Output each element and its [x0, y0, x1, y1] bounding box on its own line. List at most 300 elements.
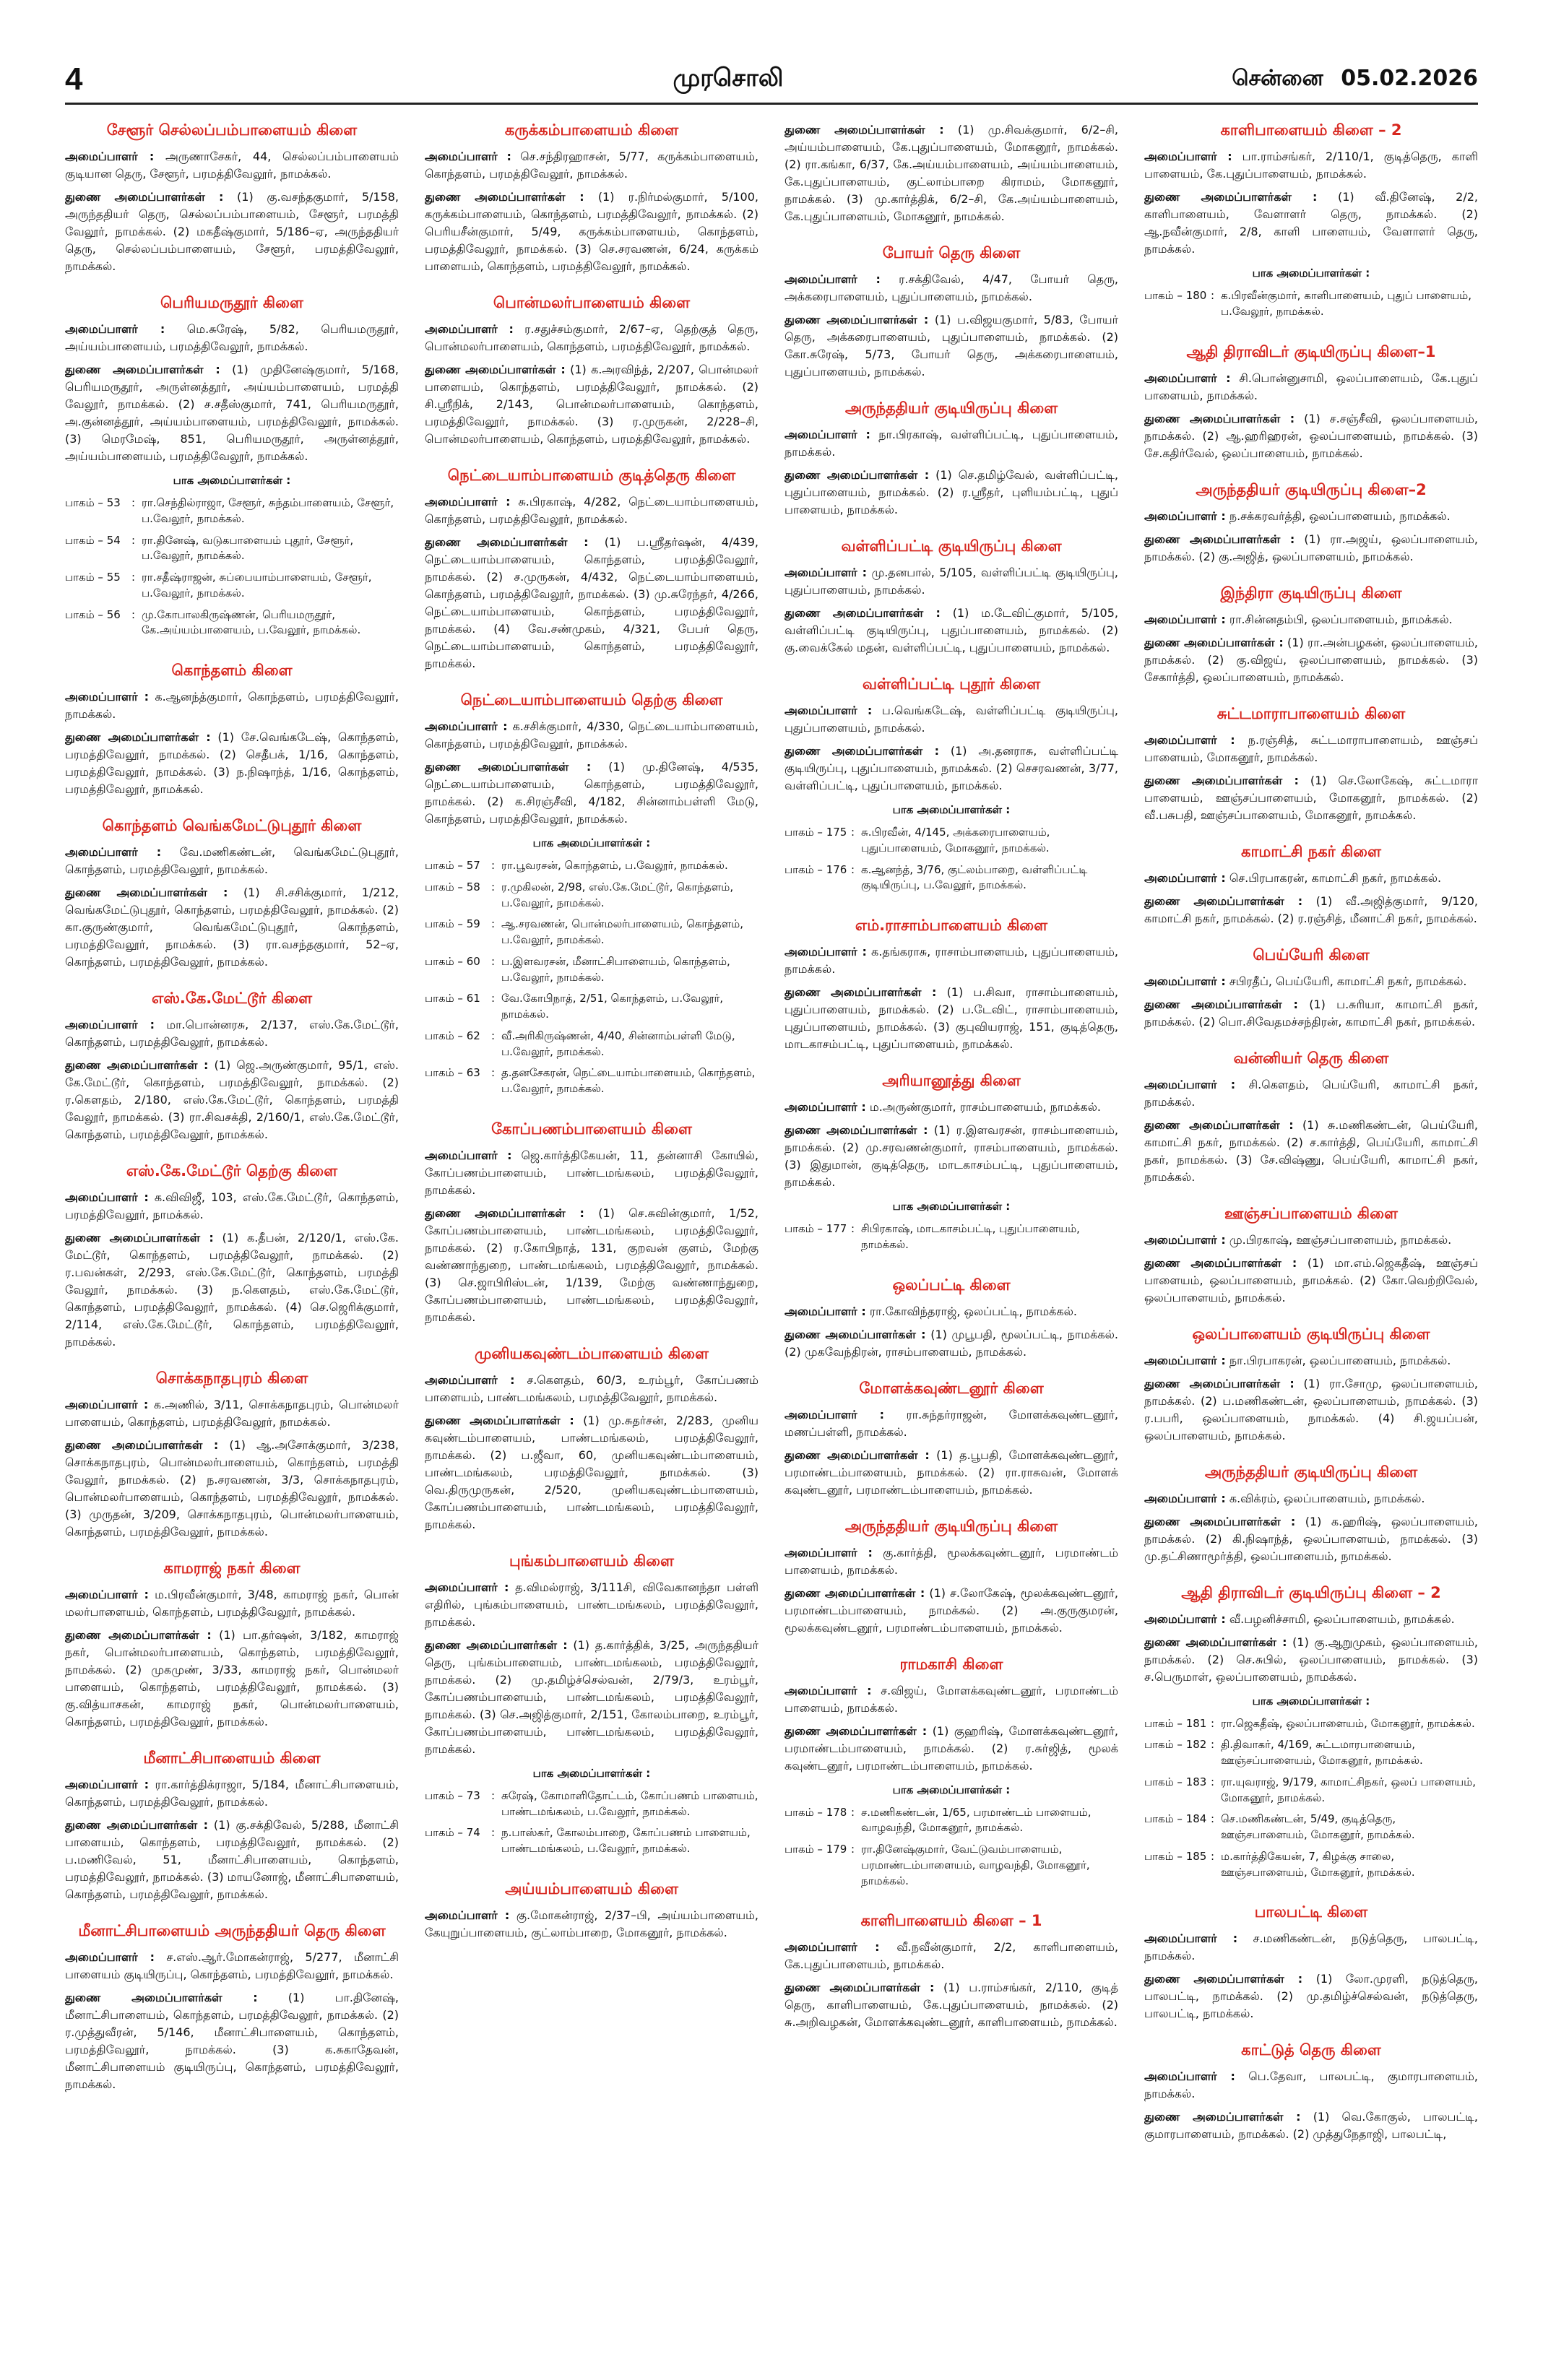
entry-text: ர.சக்திவேல், 4/47, போயர் தெரு, அக்கரைபாளையம், புதுப்பாளையம், நாமக்கல்.: [785, 272, 1118, 303]
entry-text: (1) மு.சுதர்சன், 2/283, முனிய கவுண்டம்பாளையம், பாண்டமங்கலம், பரமத்திவேலூர், நாமக்கல். (2) ப.ஜீவா, 60, முனியகவுண்டம்பாளையம், பாண்டமங்கலம், பரமத்திவேலூர், நாமக்கல். (3) வெ.திருமுருகன், 2/520, முனியகவுண்டம்பாளையம், கோப்பணம்பாளையம், பாண்டமங்கலம், பரமத்திவேலூர், நாமக்கல்.: [425, 1413, 758, 1531]
deputies-entry: [65, 1817, 399, 1903]
branch-section: [1144, 343, 1478, 462]
role-label: அமைப்பாளர் :: [1144, 1077, 1236, 1091]
branch-heading: ஒலப்பட்டி கிளை: [892, 1276, 1011, 1294]
branch-heading: எம்.ராசாம்பாளையம் கிளை: [855, 917, 1048, 934]
role-label: அமைப்பாளர் :: [65, 1190, 149, 1204]
role-label: அமைப்பாளர் :: [785, 1304, 866, 1318]
bagam-number: பாகம் – 60: [425, 954, 480, 968]
branch-heading: மீனாட்சிபாளையம் கிளை: [143, 1749, 321, 1767]
bagam-separator: :: [1211, 1849, 1215, 1863]
deputies-entry: [65, 189, 399, 275]
bagam-separator: :: [491, 917, 496, 931]
bagam-row: [65, 532, 399, 569]
role-label: அமைப்பாளர் :: [65, 1588, 149, 1601]
branch-heading: அய்யம்பாளையம் கிளை: [505, 1879, 678, 1897]
bagam-row: [785, 1220, 1118, 1258]
entry-text: வீ.பழனிச்சாமி, ஒலப்பாளையம், நாமக்கல்.: [1229, 1611, 1455, 1626]
bagam-separator: :: [491, 1788, 496, 1802]
secretary-entry: [65, 148, 399, 183]
branch-heading: எஸ்.கே.மேட்டூர் தெற்கு கிளை: [126, 1162, 338, 1180]
bagam-row: [425, 1027, 758, 1065]
role-label: துணை அமைப்பாளர்கள் :: [1144, 1255, 1297, 1270]
entry-text: வே.மணிகண்டன், வெங்கமேட்டுபுதூர், கொந்தளம், பரமத்திவேலூர், நாமக்கல்.: [65, 845, 399, 876]
deputies-entry: [785, 1447, 1118, 1499]
bagam-row: [1144, 1773, 1478, 1811]
bagam-number: பாகம் – 182: [1144, 1738, 1207, 1752]
bagam-row: [425, 1064, 758, 1102]
bagam-heading: பாக அமைப்பாளர்கள் :: [532, 1766, 651, 1780]
branch-heading: ஆதி திராவிடர் குடியிருப்பு கிளை–1: [1186, 342, 1436, 360]
role-label: துணை அமைப்பாளர்கள் :: [1144, 997, 1298, 1011]
secretary-entry: [425, 1579, 758, 1631]
deputies-entry: [65, 729, 399, 798]
secretary-entry: [65, 1949, 399, 1983]
deputies-entry: [1144, 1513, 1478, 1565]
entry-text: (1) ரா.அன்பழகன், ஒலப்பாளையம், நாமக்கல். (2) கு.விஜய், ஒலப்பாளையம், நாமக்கல். (3) சேகார்த்தி, ஒலப்பாளையம், நாமக்கல்.: [1144, 635, 1478, 684]
branch-heading: பாலபட்டி கிளை: [1254, 1903, 1368, 1921]
bagam-separator: :: [1211, 289, 1215, 302]
secretary-entry: [1144, 973, 1478, 990]
deputies-entry: [785, 1723, 1118, 1775]
bagam-number: பாகம் – 57: [425, 859, 480, 872]
bagam-number: பாகம் – 73: [425, 1788, 480, 1802]
bagam-text: ரா.செந்தில்ராஜா, சேளூர், சுந்தம்பாளையம், சேளூர், ப.வேலூர், நாமக்கல்.: [142, 496, 394, 525]
deputies-entry: [1144, 1375, 1478, 1445]
entry-text: (1) வீ.தினேஷ், 2/2, காளிபாளையம், வேளாளர் தெரு, நாமக்கல். (2) ஆ.நவீன்குமார், 2/8, காளி பாளையம், வேளாளர் தெரு, நாமக்கல்.: [1144, 190, 1478, 256]
secretary-entry: [1144, 1352, 1478, 1369]
role-label: துணை அமைப்பாளர்கள் :: [65, 1231, 214, 1245]
deputies-entry: [785, 1326, 1118, 1361]
branch-heading: கோப்பணம்பாளையம் கிளை: [491, 1120, 692, 1138]
bagam-separator: :: [131, 533, 136, 547]
entry-text: க.தங்கராசு, ராசாம்பாளையம், புதுப்பாளையம், நாமக்கல்.: [785, 945, 1118, 976]
branch-heading: காட்டுத் தெரு கிளை: [1241, 2041, 1381, 2059]
branch-heading: புங்கம்பாளையம் கிளை: [509, 1552, 675, 1570]
deputies-entry: [1144, 772, 1478, 824]
role-label: அமைப்பாளர் :: [425, 495, 511, 509]
branch-heading: சொக்கநாதபுரம் கிளை: [155, 1369, 308, 1387]
bagam-separator: :: [491, 992, 496, 1005]
bagam-separator: :: [491, 954, 496, 968]
bagam-text: தி.திவாகர், 4/169, சுட்டமாரபாளையம், ஊஞ்சப்பாளையம், மோகனூர், நாமக்கல்.: [1221, 1738, 1423, 1767]
role-label: துணை அமைப்பாளர்கள் :: [1144, 893, 1303, 908]
role-label: அமைப்பாளர் :: [65, 690, 149, 704]
branch-heading: ஊஞ்சப்பாளையம் கிளை: [1224, 1204, 1398, 1222]
deputies-entry: [785, 467, 1118, 519]
entry-text: ச.கௌதம், 60/3, உரம்பூர், கோப்பணம் பாளையம், பாண்டமங்கலம், பரமத்திவேலூர், நாமக்கல்.: [425, 1372, 758, 1404]
secretary-entry: [1144, 370, 1478, 404]
bagam-row: [65, 568, 399, 606]
branch-heading: காளிபாளையம் கிளை – 1: [860, 1912, 1042, 1930]
entry-text: ரா.கோவிந்தராஜ், ஒலப்பட்டி, நாமக்கல்.: [869, 1304, 1077, 1318]
bagam-table: [1144, 1715, 1478, 1885]
secretary-entry: [1144, 2068, 1478, 2103]
branch-heading: வள்ளிப்பட்டி புதூர் கிளை: [862, 675, 1041, 693]
bagam-number: பாகம் – 54: [65, 533, 121, 547]
branch-section: [785, 399, 1118, 519]
branch-heading: பொன்மலர்பாளையம் கிளை: [493, 294, 691, 311]
bagam-separator: :: [1211, 1716, 1215, 1730]
deputies-entry: [1144, 634, 1478, 686]
bagam-text: க.பிரவீன்குமார், காளிபாளையம், புதுப் பாளையம், ப.வேலூர், நாமக்கல்.: [1221, 289, 1471, 318]
branch-heading: காளிபாளையம் கிளை – 2: [1220, 121, 1402, 139]
entry-text: (1) ப.ஸ்ரீதர்ஷன், 4/439, நெட்டையாம்பாளையம், கொந்தளம், பரமத்திவேலூர், நாமக்கல். (2) ச.முருகன், 4/432, நெட்டையாம்பாளையம், கொந்தளம், பரமத்திவேலூர், நாமக்கல். (3) மு.சுரேந்தர், 4/266, நெட்டையாம்பாளையம், கொந்தளம், பரமத்திவேலூர், நாமக்கல். (4) வே.சண்முகம், 4/321, பேபர் தெரு, நெட்டையாம்பாளையம், கொந்தளம், பரமத்திவேலூர், நாமக்கல்.: [425, 535, 758, 670]
entry-text: (1) பா.தர்ஷன், 3/182, காமராஜ் நகர், பொன்மலர்பாளையம், கொந்தளம், பரமத்திவேலூர், நாமக்கல். (2) முகமுண், 3/33, காமராஜ் நகர், பொன்மலர் பாளையம், கொந்தளம், பரமத்திவேலூர், நாமக்கல். (3) கு.வித்யாசகன், காமராஜ் நகர், பொன்மலர்பாளையம், கொந்தளம், பரமத்திவேலூர், நாமக்கல்.: [65, 1628, 399, 1728]
secretary-entry: [65, 1016, 399, 1051]
secretary-entry: [1144, 1076, 1478, 1111]
bagam-separator: :: [131, 496, 136, 509]
role-label: துணை அமைப்பாளர்கள் :: [1144, 190, 1318, 204]
role-label: துணை அமைப்பாளர்கள் :: [65, 363, 220, 376]
secretary-entry: [65, 688, 399, 723]
deputies-entry: [425, 758, 758, 828]
entry-text: (1) ர.நிர்மல்குமார், 5/100, கருக்கம்பாளையம், கொந்தளம், பரமத்திவேலூர், நாமக்கல். (2) பெரியசீன்குமார், 5/49, கருக்கம்பாளையம், கொந்தளம், பரமத்திவேலூர், நாமக்கல். (3) செ.சரவணன், 6/24, கருக்கம் பாளையம், கொந்தளம், பரமத்திவேலூர், நாமக்கல்.: [425, 190, 758, 273]
branch-heading: அரியானூத்து கிளை: [882, 1072, 1021, 1089]
role-label: துணை அமைப்பாளர்கள் :: [785, 1723, 928, 1738]
branch-section: [425, 294, 758, 448]
branch-heading: சுட்டமாராபாளையம் கிளை: [1216, 704, 1406, 722]
branch-section: [1144, 481, 1478, 566]
branch-heading: நெட்டையாம்பாளையம் குடித்தெரு கிளை: [447, 467, 736, 484]
entry-text: (1) குஹரிஷ், மோளக்கவுண்டனூர், பரமாண்டம்பாளையம், நாமக்கல். (2) ர.சுர்ஜித், மூலக் கவுண்டனூர், பரமாண்டம்பாளையம், நாமக்கல்.: [785, 1723, 1118, 1773]
role-label: துணை அமைப்பாளர்கள் :: [425, 760, 592, 774]
entry-text: பெ.தேவா, பாலபட்டி, குமாரபாளையம், நாமக்கல்.: [1144, 2069, 1478, 2101]
branch-heading: கொந்தளம் வெங்கமேட்டுபுதூர் கிளை: [102, 817, 362, 834]
branch-section: [425, 1120, 758, 1326]
secretary-entry: [1144, 1930, 1478, 1965]
role-label: அமைப்பாளர் :: [425, 1372, 515, 1387]
branch-section: [65, 990, 399, 1143]
bagam-row: [785, 1840, 1118, 1893]
branch-section: [1144, 1903, 1478, 2022]
entry-text: மெ.சுரேஷ், 5/82, பெரியமருதூர், அய்யம்பாளையம், பரமத்திவேலூர், நாமக்கல்.: [65, 322, 399, 353]
branch-heading: கொந்தளம் கிளை: [171, 662, 293, 679]
entry-text: ச.விஜய், மோளக்கவுண்டனூர், பரமாண்டம் பாளையம், நாமக்கல்.: [785, 1683, 1118, 1715]
branch-heading: அருந்ததியர் குடியிருப்பு கிளை: [844, 1517, 1058, 1535]
bagam-row: [785, 1804, 1118, 1841]
entry-text: ரா.சின்னதம்பி, ஒலப்பாளையம், நாமக்கல்.: [1229, 612, 1453, 626]
deputies-entry: [1144, 2108, 1478, 2143]
branch-section: [65, 1749, 399, 1903]
bagam-number: பாகம் – 180: [1144, 289, 1207, 302]
bagam-number: பாகம் – 184: [1144, 1812, 1207, 1826]
entry-text: (1) ப.சிவா, ராசாம்பாளையம், புதுப்பாளையம், நாமக்கல். (2) ப.டேவிட், ராசாம்பாளையம், புதுப்பாளையம், நாமக்கல். (3) குபுவியராஜ், 151, குடித்தெரு, மாடகாசம்பட்டி, புதுப்பாளையம், நாமக்கல்.: [785, 985, 1118, 1051]
deputies-entry: [425, 1205, 758, 1326]
branch-section: [1144, 584, 1478, 686]
entry-text: மு.பிரகாஷ், ஊஞ்சப்பாளையம், நாமக்கல்.: [1229, 1232, 1452, 1247]
role-label: அமைப்பாளர் :: [1144, 1931, 1238, 1946]
deputies-entry: [1144, 189, 1478, 258]
secretary-entry: [1144, 148, 1478, 183]
entry-text: க.விவிஜீ, 103, எஸ்.கே.மேட்டூர், கொந்தளம், பரமத்திவேலூர், நாமக்கல்.: [65, 1190, 399, 1221]
role-label: துணை அமைப்பாளர்கள் :: [1144, 532, 1295, 546]
entry-text: (1) கு.வசந்தகுமார், 5/158, அருந்ததியர் தெரு, செல்லப்பம்பாளையம், சேளூர், பரமத்தி வேலூர், நாமக்கல். (2) மகதீஷ்குமார், 5/186–ஏ, அருந்ததியர் தெரு, செல்லப்பம்பாளையம், சேளூர், பரமத்திவேலூர், நாமக்கல்.: [65, 190, 399, 273]
secretary-entry: [65, 1396, 399, 1431]
entry-text: (1) செ.லோகேஷ், சுட்டமாரா பாளையம், ஊஞ்சப்பாளையம், மோகனூர், நாமக்கல். (2) வீ.பசுபதி, ஊஞ்சப்பாளையம், மோகனூர், நாமக்கல்.: [1144, 773, 1478, 822]
secretary-entry: [1144, 870, 1478, 887]
secretary-entry: [1144, 1611, 1478, 1628]
bagam-table: [1144, 287, 1478, 324]
role-label: அமைப்பாளர் :: [1144, 1353, 1226, 1367]
role-label: அமைப்பாளர் :: [1144, 1491, 1226, 1505]
branch-section: [1144, 946, 1478, 1031]
entry-text: (1) பா.தினேஷ், மீனாட்சிபாளையம், கொந்தளம், பரமத்திவேலூர், நாமக்கல். (2) ர.முத்துவீரன், 5/146, மீனாட்சிபாளையம், கொந்தளம், பரமத்திவேலூர், நாமக்கல். (3) க.சுகாதேவன், மீனாட்சிபாளையம் குடியிருப்பு, கொந்தளம், பரமத்திவேலூர், நாமக்கல்.: [65, 1991, 399, 2091]
bagam-separator: :: [491, 880, 496, 893]
role-label: அமைப்பாளர் :: [425, 719, 508, 733]
deputies-entry: [1144, 1634, 1478, 1686]
secretary-entry: [785, 1682, 1118, 1717]
bagam-separator: :: [851, 862, 855, 876]
bagam-separator: :: [1211, 1738, 1215, 1752]
bagam-row: [65, 606, 399, 644]
role-label: துணை அமைப்பாளர்கள் :: [785, 985, 937, 999]
bagam-separator: :: [131, 607, 136, 621]
role-label: துணை அமைப்பாளர்கள் :: [1144, 773, 1299, 787]
branch-section: [1144, 1584, 1478, 1885]
entry-text: (1) செ.சுவின்குமார், 1/52, கோப்பணம்பாளையம், பாண்டமங்கலம், பரமத்திவேலூர், நாமக்கல். (2) ர.கோபிநாத், 131, குறவன் குளம், மேற்கு வண்ணாந்துறை, பாண்டமங்கலம், பரமத்திவேலூர், நாமக்கல். (3) செ.ஜாபிரிஸ்டன், 1/139, மேற்கு வண்ணாந்துறை, கோப்பணம்பாளையம், பாண்டமங்கலம், பரமத்திவேலூர், நாமக்கல்.: [425, 1206, 758, 1324]
secretary-entry: [785, 426, 1118, 461]
branch-section: [785, 537, 1118, 657]
role-label: அமைப்பாளர் :: [65, 150, 155, 163]
bagam-text: ரா.பூவரசன், கொந்தளம், ப.வேலூர், நாமக்கல்.: [501, 859, 728, 872]
role-label: துணை அமைப்பாளர்கள் :: [425, 1206, 584, 1220]
role-label: துணை அமைப்பாளர்கள் :: [1144, 1376, 1295, 1390]
branch-section: [65, 1162, 399, 1351]
branch-section: [1144, 1050, 1478, 1186]
role-label: அமைப்பாளர் :: [785, 566, 868, 579]
branch-heading: ராமகாசி கிளை: [899, 1655, 1003, 1673]
deputies-entry: [785, 984, 1118, 1053]
bagam-row: [1144, 1715, 1478, 1736]
entry-text: அருணாசேகர், 44, செல்லப்பம்பாளையம் குடியான தெரு, சேளூர், பரமத்திவேலூர், நாமக்கல்.: [65, 150, 399, 181]
role-label: துணை அமைப்பாளர்கள் :: [1144, 1635, 1287, 1649]
secretary-entry: [1144, 732, 1478, 766]
deputies-entry: [1144, 893, 1478, 927]
branch-section: [785, 1380, 1118, 1499]
branch-heading: காமராஜ் நகர் கிளை: [163, 1559, 301, 1577]
role-label: அமைப்பாளர் :: [785, 428, 870, 441]
role-label: துணை அமைப்பாளர்கள் :: [425, 535, 589, 549]
bagam-number: பாகம் – 185: [1144, 1849, 1207, 1863]
bagam-number: பாகம் – 56: [65, 607, 121, 621]
bagam-heading: பாக அமைப்பாளர்கள் :: [532, 836, 651, 849]
column-2: [425, 121, 758, 2360]
bagam-text: ப.இளவரசன், மீனாட்சிபாளையம், கொந்தளம், ப.வேலூர், நாமக்கல்.: [501, 954, 730, 984]
bagam-row: [425, 1824, 758, 1861]
secretary-entry: [425, 1372, 758, 1406]
secretary-entry: [785, 1939, 1118, 1973]
role-label: துணை அமைப்பாளர்கள் :: [785, 1327, 926, 1341]
deputies-entry: [785, 605, 1118, 657]
deputies-entry: [785, 311, 1118, 381]
role-label: துணை அமைப்பாளர்கள் :: [1144, 1117, 1294, 1132]
branch-section: [785, 244, 1118, 381]
role-label: அமைப்பாளர் :: [65, 1398, 149, 1411]
secretary-entry: [425, 1147, 758, 1199]
branch-heading: பெரியமருதூர் கிளை: [160, 294, 303, 311]
deputies-entry: [1144, 1970, 1478, 2022]
secretary-entry: [785, 1544, 1118, 1579]
entry-text: சி.கௌதம், பெய்யேரி, காமாட்சி நகர், நாமக்கல்.: [1144, 1077, 1478, 1109]
role-label: துணை அமைப்பாளர்கள் :: [65, 1438, 219, 1452]
branch-section: [425, 467, 758, 672]
branch-heading: காமாட்சி நகர் கிளை: [1241, 842, 1381, 860]
branch-heading: ஒலப்பாளையம் குடியிருப்பு கிளை: [1192, 1325, 1430, 1343]
entry-text: (1) ச.சஞ்சீவி, ஒலப்பாளையம், நாமக்கல். (2) ஆ.ஹரிஹரன், ஒலப்பாளையம், நாமக்கல். (3) சே.கதிர்வேல், ஒலப்பாளையம், நாமக்கல்.: [1144, 411, 1478, 460]
entry-text: ர.சதுச்சம்குமார், 2/67–ஏ, தெற்குத் தெரு, பொன்மலர்பாளையம், கொந்தளம், பரமத்திவேலூர், நாமக்கல்.: [425, 322, 758, 353]
deputies-entry: [65, 1437, 399, 1541]
role-label: துணை அமைப்பாளர்கள் :: [425, 190, 584, 204]
entry-text: மு.தனபால், 5/105, வள்ளிப்பட்டி குடியிருப்பு, புதுப்பாளையம், நாமக்கல்.: [785, 566, 1118, 597]
secretary-entry: [785, 564, 1118, 599]
branch-heading: அருந்ததியர் குடியிருப்பு கிளை: [844, 399, 1058, 417]
deputies-entry: [785, 1585, 1118, 1637]
role-label: அமைப்பாளர் :: [425, 1148, 512, 1162]
bagam-text: ம.கார்த்திகேயன், 7, கிழக்கு சாலை, ஊஞ்சபாளையம், மோகனூர், நாமக்கல்.: [1221, 1849, 1415, 1879]
branch-section: [425, 1345, 758, 1533]
bagam-table: [785, 1220, 1118, 1258]
role-label: அமைப்பாளர் :: [785, 1940, 880, 1955]
role-label: அமைப்பாளர் :: [65, 845, 162, 859]
entry-text: (1) மு.சிவக்குமார், 6/2–சி, அய்யம்பாளையம், கே.புதுப்பாளையம், மோகனூர், நாமக்கல். (2) ரா.கங்கா, 6/37, கே.அய்யம்பாளையம், அய்யம்பாளையம், கே.புதுப்பாளையம், குட்லாம்பாறை கிராமம், மோகனூர், நாமக்கல். (3) மு.கார்த்திக், 6/2–சி, கே.அய்யம்பாளையம், கே.புதுப்பாளையம், மோகனூர், நாமக்கல்.: [785, 123, 1118, 223]
secretary-entry: [425, 493, 758, 528]
branch-section: [1144, 843, 1478, 927]
entry-text: ம.பிரவீன்குமார், 3/48, காமராஜ் நகர், பொன் மலர்பாளையம், கொந்தளம், பரமத்திவேலூர், நாமக்கல்.: [65, 1588, 399, 1619]
entry-text: ஜெ.கார்த்திகேயன், 11, தன்னாசி கோயில், கோப்பணம்பாளையம், பாண்டமங்கலம், பரமத்திவேலூர், நாமக்கல்.: [425, 1148, 758, 1197]
entry-text: (1) ரா.அஜய், ஒலப்பாளையம், நாமக்கல். (2) கு.அஜித், ஒலப்பாளையம், நாமக்கல்.: [1144, 532, 1478, 563]
branch-heading: பெய்யேரி கிளை: [1253, 945, 1370, 964]
branch-heading: சேளூர் செல்லப்பம்பாளையம் கிளை: [106, 121, 358, 139]
entry-text: ப.வெங்கடேஷ், வள்ளிப்பட்டி குடியிருப்பு, புதுப்பாளையம், நாமக்கல்.: [785, 704, 1118, 735]
branch-section: [65, 294, 399, 643]
column-3: [785, 121, 1118, 2360]
bagam-text: சிபிரகாஷ், மாடகாசம்பட்டி, புதுப்பாளையம், நாமக்கல்.: [861, 1222, 1080, 1251]
role-label: துணை அமைப்பாளர்கள் :: [65, 190, 224, 204]
role-label: துணை அமைப்பாளர்கள் :: [785, 1448, 930, 1462]
branch-section: [425, 121, 758, 275]
masthead: [65, 56, 1478, 105]
date: 05.02.2026: [1341, 65, 1478, 91]
bagam-number: பாகம் – 176: [785, 862, 847, 876]
bagam-heading: பாக அமைப்பாளர்கள் :: [173, 474, 291, 487]
secretary-entry: [785, 1406, 1118, 1441]
role-label: துணை அமைப்பாளர்கள் :: [1144, 635, 1284, 649]
entry-text: செ.சந்திரஹாசன், 5/77, கருக்கம்பாளையம், கொந்தளம், பரமத்திவேலூர், நாமக்கல்.: [425, 150, 758, 181]
bagam-heading: பாக அமைப்பாளர்கள் :: [892, 1200, 1011, 1213]
entry-text: ரா.சுந்தர்ராஜன், மோளக்கவுண்டனூர், மணப்பள்ளி, நாமக்கல்.: [785, 1407, 1118, 1439]
secretary-entry: [1144, 1490, 1478, 1507]
entry-text: க.சசிக்குமார், 4/330, நெட்டையாம்பாளையம், கொந்தளம், பரமத்திவேலூர், நாமக்கல்.: [425, 719, 758, 750]
secretary-entry: [1144, 611, 1478, 628]
secretary-entry: [1144, 1232, 1478, 1249]
entry-text: (1) வீ.அஜித்குமார், 9/120, காமாட்சி நகர், நாமக்கல். (2) ர.ரஞ்சித், மீனாட்சி நகர், நாமக்கல்.: [1144, 893, 1478, 925]
role-label: துணை அமைப்பாளர்கள் :: [65, 1628, 212, 1642]
deputies-entry: [785, 1979, 1118, 2031]
role-label: அமைப்பாளர் :: [65, 1950, 155, 1964]
secretary-entry: [65, 321, 399, 355]
bagam-text: ச.மணிகண்டன், 1/65, பரமாண்டம் பாளையம், வாழவந்தி, மோகனூர், நாமக்கல்.: [861, 1805, 1092, 1835]
secretary-entry: [65, 1776, 399, 1811]
secretary-entry: [785, 271, 1118, 306]
bagam-text: ரா.ஜெகதீஷ், ஒலப்பாளையம், மோகனூர், நாமக்கல்.: [1221, 1716, 1475, 1730]
deputies-entry: [1144, 1117, 1478, 1186]
bagam-text: ஆ.சரவணன், பொன்மலர்பாளையம், கொந்தளம், ப.வேலூர், நாமக்கல்.: [501, 917, 743, 946]
bagam-separator: :: [131, 571, 136, 584]
entry-text: செ.பிரபாகரன், காமாட்சி நகர், நாமக்கல்.: [1229, 870, 1442, 885]
secretary-entry: [785, 702, 1118, 737]
role-label: அமைப்பாளர் :: [1144, 1232, 1226, 1247]
entry-text: மா.பொன்னரசு, 2/137, எஸ்.கே.மேட்டூர், கொந்தளம், பரமத்திவேலூர், நாமக்கல்.: [65, 1018, 399, 1049]
entry-text: (1) ஜெ.அருண்குமார், 95/1, எஸ். கே.மேட்டூர், கொந்தளம், பரமத்திவேலூர், நாமக்கல். (2) ர.கௌதம், 2/180, எஸ்.கே.மேட்டூர், கொந்தளம், பரமத்தி வேலூர், நாமக்கல். (3) ரா.சிவசக்தி, 2/160/1, எஸ்.கே.மேட்டூர், கொந்தளம், பரமத்திவேலூர், நாமக்கல்.: [65, 1058, 399, 1141]
branch-section: [65, 1559, 399, 1731]
secretary-entry: [785, 1099, 1118, 1116]
role-label: துணை அமைப்பாளர்கள் :: [1144, 1972, 1303, 1986]
role-label: அமைப்பாளர் :: [425, 150, 511, 163]
secretary-entry: [425, 148, 758, 183]
bagam-row: [425, 953, 758, 990]
bagam-number: பாகம் – 62: [425, 1029, 480, 1042]
bagam-number: பாகம் – 175: [785, 826, 847, 839]
bagam-heading: பாக அமைப்பாளர்கள் :: [892, 1783, 1011, 1796]
entry-text: க.ஆனந்த்குமார், கொந்தளம், பரமத்திவேலூர், நாமக்கல்.: [65, 690, 399, 721]
deputies-entry: [785, 1122, 1118, 1191]
branch-heading: அருந்ததியர் குடியிருப்பு கிளை–2: [1196, 480, 1427, 498]
role-label: அமைப்பாளர் :: [425, 1580, 509, 1594]
role-label: அமைப்பாளர் :: [65, 1018, 155, 1031]
entry-text: (1) முபூபதி, மூலப்பட்டி, நாமக்கல். (2) முகவேந்திரன், ராசம்பாளையம், நாமக்கல்.: [785, 1327, 1118, 1359]
branch-section: [785, 1276, 1118, 1361]
branch-section: [1144, 1325, 1478, 1445]
bagam-row: [785, 861, 1118, 899]
role-label: அமைப்பாளர் :: [1144, 732, 1235, 747]
role-label: அமைப்பாளர் :: [785, 272, 881, 286]
bagam-text: த.தனசேகரன், நெட்டையாம்பாளையம், கொந்தளம், ப.வேலூர், நாமக்கல்.: [501, 1066, 756, 1095]
branch-section: [785, 675, 1118, 898]
secretary-entry: [425, 718, 758, 753]
bagam-separator: :: [491, 859, 496, 872]
bagam-number: பாகம் – 183: [1144, 1775, 1207, 1788]
entry-text: (1) முதினேஷ்குமார், 5/168, பெரியமருதூர், அருள்னத்தூர், அய்யம்பாளையம், பரமத்தி வேலூர், நாமக்கல். (2) ச.சதீஸ்குமார், 741, பெரியமருதூர், அ.குன்னத்தூர், அய்யம்பாளையம், பரமத்திவேலூர், நாமக்கல். (3) மெரமேஷ், 851, பெரியமருதூர், அருள்னத்தூர், அய்யம்பாளையம், பரமத்திவேலூர், நாமக்கல்.: [65, 363, 399, 463]
bagam-number: பாகம் – 178: [785, 1805, 847, 1819]
branch-section: [785, 1518, 1118, 1637]
bagam-row: [425, 990, 758, 1027]
role-label: துணை அமைப்பாளர்கள் :: [785, 313, 929, 326]
branch-heading: மீனாட்சிபாளையம் அருந்ததியர் தெரு கிளை: [78, 1922, 386, 1939]
branch-section: [785, 1072, 1118, 1258]
branch-section: [65, 662, 399, 798]
bagam-row: [1144, 287, 1478, 324]
entry-text: க.அணில், 3/11, சொக்கநாதபுரம், பொன்மலர் பாளையம், கொந்தளம், பரமத்திவேலூர், நாமக்கல்.: [65, 1398, 399, 1429]
bagam-table: [785, 823, 1118, 898]
bagam-text: க.ஆனந்த், 3/76, குட்லம்பாறை, வள்ளிப்பட்டி குடியிருப்பு, ப.வேலூர், நாமக்கல்.: [861, 862, 1088, 892]
branch-section: [425, 691, 758, 1102]
bagam-separator: :: [851, 1805, 855, 1819]
entry-text: (1) ஆ.அசோக்குமார், 3/238, சொக்கநாதபுரம், பொன்மலர்பாளையம், கொந்தளம், பரமத்தி வேலூர், நாமக்கல். (2) ந.சரவணன், 3/3, சொக்கநாதபுரம், பொன்மலர்பாளையம், கொந்தளம், பரமத்திவேலூர், நாமக்கல். (3) முருதன், 3/209, சொக்கநாதபுரம், பொன்மலர்பாளையம், கொந்தளம், பரமத்திவேலூர், நாமக்கல்.: [65, 1438, 399, 1539]
bagam-text: சுரேஷ், கோமாளிதோட்டம், கோப்பணம் பாளையம், பாண்டமங்கலம், ப.வேலூர், நாமக்கல்.: [501, 1788, 758, 1818]
entry-text: (1) த.கார்த்திக், 3/25, அருந்ததியர் தெரு, புங்கம்பாளையம், பாண்டமங்கலம், பரமத்திவேலூர், நாமக்கல். (2) மு.தமிழ்ச்செல்வன், 2/79/3, உரம்பூர், கோப்பணம்பாளையம், பாண்டமங்கலம், பரமத்திவேலூர், நாமக்கல். (3) செ.அஜித்குமார், 2/151, கோலம்பாறை, உரம்பூர், கோப்பணம்பாளையம், பாண்டமங்கலம், பரமத்திவேலூர், நாமக்கல்.: [425, 1637, 758, 1756]
role-label: துணை அமைப்பாளர்கள் :: [425, 363, 566, 376]
deputies-entry: [65, 1057, 399, 1143]
entry-text: நா.பிரகாஷ், வள்ளிப்பட்டி, புதுப்பாளையம், நாமக்கல்.: [785, 428, 1118, 459]
bagam-heading: பாக அமைப்பாளர்கள் :: [892, 803, 1011, 816]
entry-text: (1) த.பூபதி, மோளக்கவுண்டனூர், பரமாண்டம்பாளையம், நாமக்கல். (2) ரா.ராசுவன், மோளக் கவுண்டனூர், பரமாண்டம்பாளையம், நாமக்கல்.: [785, 1448, 1118, 1497]
secretary-entry: [785, 1303, 1118, 1320]
role-label: துணை அமைப்பாளர்கள் :: [65, 1991, 258, 2004]
role-label: துணை அமைப்பாளர்கள் :: [1144, 1514, 1296, 1528]
paper-name: முரசொலி: [673, 64, 784, 92]
entry-text: பா.ராம்சங்கர், 2/110/1, குடித்தெரு, காளி பாளையம், கே.புதுப்பாளையம், நாமக்கல்.: [1144, 150, 1478, 181]
